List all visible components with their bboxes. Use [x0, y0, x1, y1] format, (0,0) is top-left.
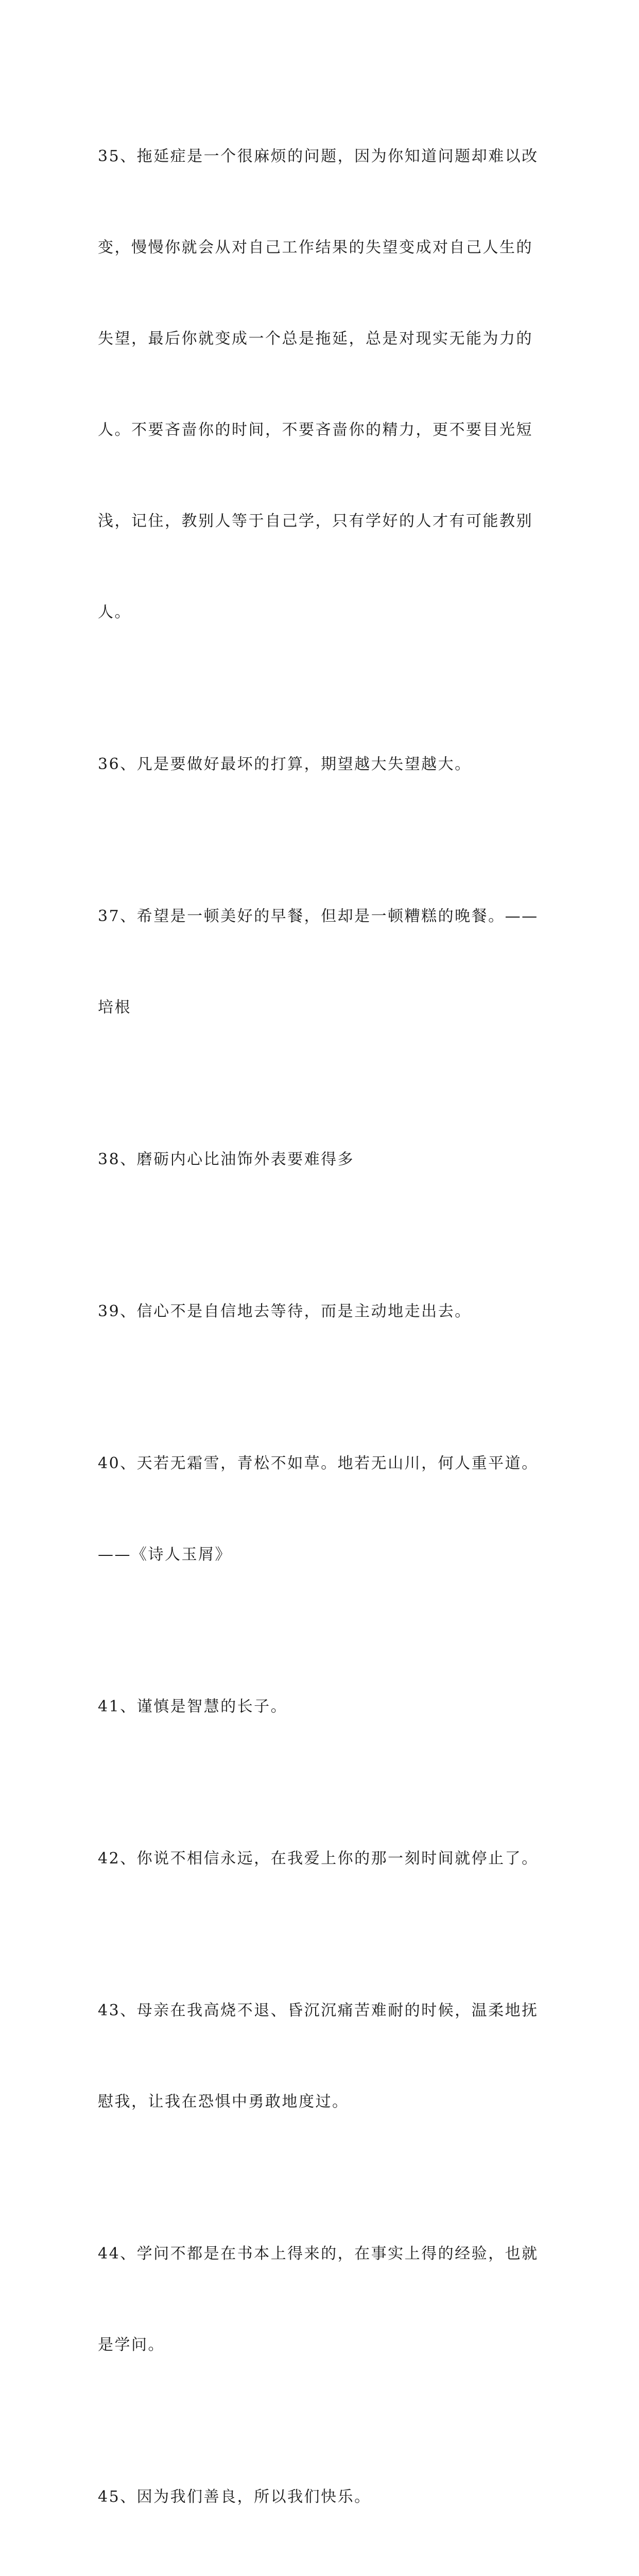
quote-line: 36、凡是要做好最坏的打算，期望越大失望越大。	[98, 755, 472, 773]
quote-line: 38、磨砺内心比油饰外表要难得多	[98, 1150, 355, 1168]
quote-46	[98, 2573, 551, 2576]
quote-37	[98, 840, 551, 1083]
quote-line: 浅，记住，教别人等于自己学，只有学好的人才有可能教别	[98, 512, 533, 530]
quote-line: 35、拖延症是一个很麻烦的问题，因为你知道问题却难以改	[98, 147, 539, 165]
quote-line: 39、信心不是自信地去等待，而是主动地走出去。	[98, 1302, 472, 1320]
quote-40	[98, 1387, 551, 1631]
quote-line: 人。不要吝啬你的时间，不要吝啬你的精力，更不要目光短	[98, 421, 533, 439]
quote-45	[98, 2421, 551, 2573]
quote-line: 变，慢慢你就会从对自己工作结果的失望变成对自己人生的	[98, 239, 533, 257]
quote-line: 37、希望是一顿美好的早餐，但却是一顿糟糕的晚餐。——	[98, 907, 539, 925]
quote-line: 41、谨慎是智慧的长子。	[98, 1698, 288, 1716]
quote-line: 慰我，让我在恐惧中勇敢地度过。	[98, 2093, 349, 2111]
quote-line: 失望，最后你就变成一个总是拖延，总是对现实无能为力的	[98, 330, 533, 348]
quote-line: 是学问。	[98, 2336, 165, 2354]
quote-36	[98, 688, 551, 840]
quote-line: 培根	[98, 998, 131, 1016]
quote-43	[98, 1935, 551, 2178]
quote-line: 43、母亲在我高烧不退、昏沉沉痛苦难耐的时候，温柔地抚	[98, 2002, 539, 2020]
quote-line: 45、因为我们善良，所以我们快乐。	[98, 2488, 371, 2506]
quote-41	[98, 1631, 551, 1783]
document-page	[98, 80, 551, 2576]
quote-38	[98, 1083, 551, 1235]
quote-line: 40、天若无霜雪，青松不如草。地若无山川，何人重平道。	[98, 1454, 539, 1472]
quote-line: 44、学问不都是在书本上得来的，在事实上得的经验，也就	[98, 2245, 539, 2263]
quote-42	[98, 1783, 551, 1935]
quote-line: ——《诗人玉屑》	[98, 1546, 232, 1564]
quote-35	[98, 80, 551, 688]
quote-line: 42、你说不相信永远，在我爱上你的那一刻时间就停止了。	[98, 1850, 539, 1868]
quote-line: 人。	[98, 603, 131, 621]
quote-44	[98, 2178, 551, 2421]
quote-list	[98, 80, 551, 2576]
quote-39	[98, 1235, 551, 1387]
